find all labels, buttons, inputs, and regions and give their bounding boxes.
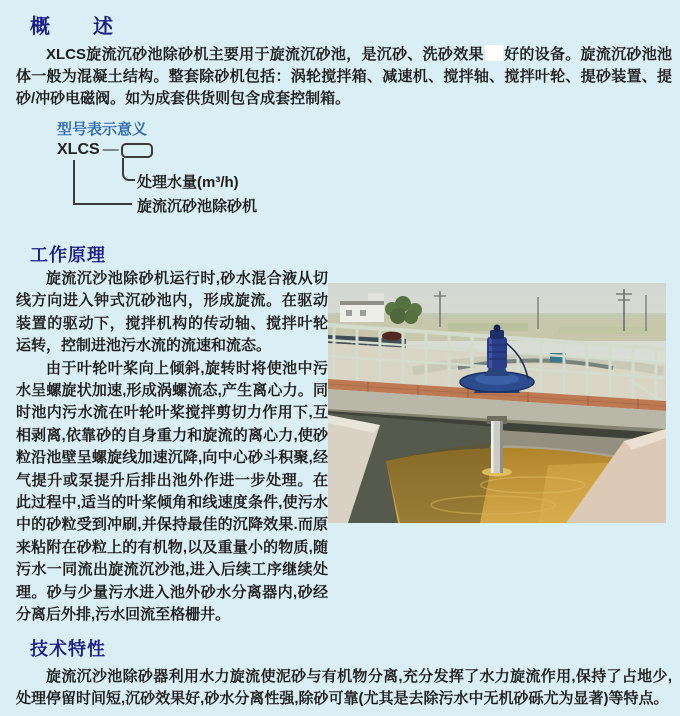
tech-section-title: 技术特性 [30,639,106,659]
model-diagram-title: 型号表示意义 [57,121,148,138]
principle-text-column [16,268,328,627]
model-number-box [121,143,153,158]
model-designation-diagram [40,118,350,222]
principle-paragraph-1: 旋流沉沙池除砂机运行时,砂水混合液从切线方向进入钟式沉砂池内，形成旋流。在驱动装置的驱动下，搅拌机构的传动轴、搅拌叶轮运转，控制进池污水流的流速和流态。 [16,270,328,355]
overview-text-before-gap: XLCS旋流沉砂池除砂机主要用于旋流沉砂池，是沉砂、洗砂效果 [46,46,484,63]
principle-paragraph-2: 由于叶轮叶桨向上倾斜,旋转时将使池中污水呈螺旋状加速,形成涡螺流态,产生离心力。同时池内污水流在叶轮叶桨搅拌剪切力作用下,互相剥离,依靠砂的自身重力和旋流的离心力,使砂粒沿池壁呈螺旋线加速沉降,向中心砂斗积聚,经气提升或泵提升后排出池外作进一步处理。在此过程中,适当的叶桨倾角和线速度条件,使污水中的砂粒受到冲刷,并保持最佳的沉降效果.而原来粘附在砂粒上的有机物,以及重量小的物质,随污水一同流出旋流沉沙池,进入后续工序继续处理。砂与少量污水进入池外砂水分离器内,砂经分离后外排,污水回流至格栅井。 [16,359,328,624]
model-prefix: XLCS [57,141,100,158]
machine-name-label: 旋流沉砂池除砂机 [137,198,258,215]
principle-section-title: 工作原理 [30,245,106,265]
overview-text-after-gap: 好的设备。旋流沉砂池池体一般为混凝土结构。整套除砂机包括：涡轮搅拌箱、减速机、搅拌轴、搅拌叶轮、提砂装置、提砂/冲砂电磁阀。如为成套供货则包含成套控制箱。 [16,46,672,107]
model-code-row [57,141,153,159]
capacity-label: 处理水量(m³/h) [137,174,239,191]
site-photo [328,283,666,523]
machine-connector-line [73,160,132,205]
overview-paragraph [16,44,672,110]
whiteout-box [485,45,503,61]
model-dash: — [102,141,119,158]
overview-section-title: 概 述 [30,16,114,38]
tech-paragraph: 旋流沉沙池除砂器利用水力旋流使泥砂与有机物分离,充分发挥了水力旋流作用,保持了占地少,处理停留时间短,沉砂效果好,砂水分离性强,除砂可靠(尤其是去除污水中无机砂砾尤为显著)等特点。 [16,668,672,707]
